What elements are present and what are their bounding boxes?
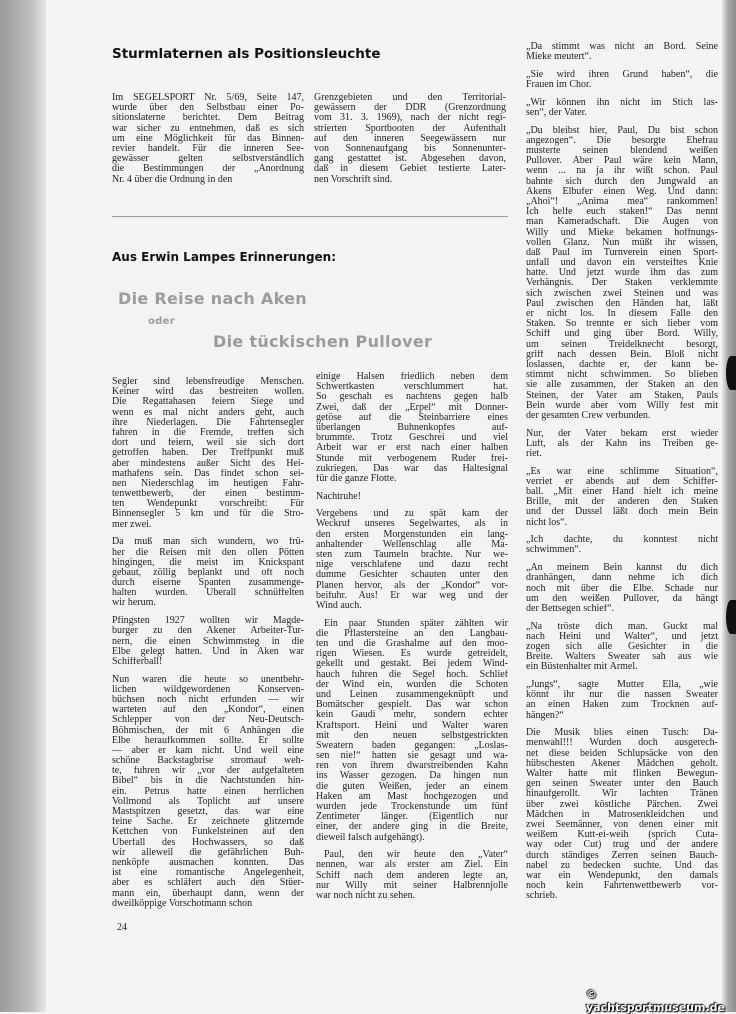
story-title-part2: Die tückischen Pullover (213, 332, 433, 351)
text-line: Keiner wird das bestreiten wollen. (112, 387, 304, 398)
paragraph (526, 728, 718, 901)
paragraph (526, 126, 718, 421)
text-line: Sweatern baden gegangen: „Loslas- (316, 740, 508, 751)
text-line: von Sonnenaufgang bis Sonnenunter- (314, 143, 506, 154)
text-line: dumme Gesichter schauten unter den (316, 570, 508, 581)
paragraph (526, 563, 718, 614)
text-line: Mieke meutert“. (526, 52, 592, 63)
text-line: feine Sache. Er zeichnete glitzernde (112, 817, 304, 828)
text-line: ten Wendepunkt vorschreibt: Für (112, 499, 304, 510)
text-line: „Da stimmt was nicht an Bord. Seine (526, 42, 718, 52)
text-line: dieweil falsch aufgehängt). (316, 832, 425, 843)
text-line: Die Regattahasen feiern Siege und (112, 397, 304, 408)
text-line: Ich helfe euch staken!“ Das nennt (526, 207, 718, 218)
text-line: Segler sind lebensfreudige Menschen. (112, 377, 304, 387)
text-line: die Pflastersteine an den Langbau- (316, 628, 508, 639)
text-line: nabel zu bedecken suchte. Und das (526, 860, 718, 871)
paragraph (112, 537, 304, 608)
text-line: mann ein, überhaupt dann, wenn der (112, 888, 304, 899)
text-line: der gesamten Crew verbunden. (526, 410, 651, 421)
text-line: unfall und davon ein versteiftes Knie (526, 258, 718, 269)
text-line: Pullover. Aber Paul wäre kein Mann, (526, 156, 718, 167)
text-line: noch kein Fahrtenwettbewerb vor- (526, 881, 718, 892)
text-line: So geschah es nachtens gegen halb (316, 392, 508, 403)
section-divider (112, 216, 508, 217)
text-line: Paul, den wir heute den „Vater“ (324, 850, 508, 861)
text-line: „Du bleibst hier, Paul, Du bist schon (526, 125, 718, 136)
text-line: sitionslaterne berichtet. Dem Beitrag (112, 113, 304, 124)
text-line: Schiff nach dem anderen legte an, (316, 870, 508, 881)
text-line: getroffen haben. Der Treffpunkt muß (112, 448, 304, 459)
text-line: vom 31. 3. 1969), nach der nicht regi- (314, 113, 506, 124)
text-line: Ein paar Stunden später zählten wir (324, 618, 508, 629)
text-line: gang gestattet ist. Abgesehen davon, (314, 154, 506, 165)
text-line: Haken am Mast hochgezogen und (316, 791, 508, 802)
text-line: beifuhr. Aus! Er war weg und der (316, 590, 508, 601)
text-line: Vollmond als Toplicht auf unsere (112, 796, 304, 807)
text-line: her die Reisen mit den ollen Pötten (112, 547, 304, 558)
text-line: nicht los“. (526, 517, 568, 528)
text-line: wenn es mal nicht anders geht, auch (112, 407, 304, 418)
text-line: Böhmischen, der mit 6 Anhängen die (112, 725, 304, 736)
text-line: zwei Seemänner, von denen einer mit (526, 819, 718, 830)
text-line: Paul zwischen den Händen hat, läßt (526, 298, 718, 309)
text-line: „Sie wird ihren Grund haben“, die (526, 69, 718, 80)
story-title-or: oder (148, 316, 175, 327)
paragraph (112, 377, 304, 530)
text-line: war noch nicht zu sehen. (316, 891, 416, 901)
text-line: warteten auf den „Kondor“, einen (112, 705, 304, 716)
text-line: schöne Backstagbrise stromauf weh- (112, 756, 304, 767)
text-line: Schwertkasten verschlummert hat. (316, 382, 508, 393)
text-line: gewässer gelten selbstverständlich (112, 154, 304, 165)
text-line: getöse auf die Steinbarriere eines (316, 412, 508, 423)
text-line: Akens Elbufer einen Weg. Und dann: (526, 186, 718, 197)
text-line: loslassen, dachte er, der kann be- (526, 359, 718, 370)
text-line: Arbeit war er erst nach einer halben (316, 443, 508, 454)
text-line: Walter hatte mit flinken Bewegun- (526, 769, 718, 779)
text-line: Luft, als der Kahn ins Treiben ge- (526, 438, 718, 449)
paragraph (112, 675, 304, 909)
text-line: te, fuhren wir „vor der aufgefalteten (112, 766, 304, 777)
text-line: ein Büstenhalter mit Ärmel. (526, 662, 638, 673)
punch-hole (726, 356, 736, 390)
text-line: „Wir können ihn nicht im Stich las- (526, 97, 718, 108)
text-line: „Es war eine schlimme Situation“, (526, 466, 718, 477)
text-line: durch ständiges Zerren seinen Bauch- (526, 850, 718, 861)
text-line: anhaltender Wellenschlag alle Ma- (316, 539, 508, 550)
text-line: nur Willy mit seiner Halbrennjolle (316, 880, 508, 891)
text-line: wurde über den Selbstbau einer Po- (112, 103, 304, 114)
text-line: Wind auch. (316, 600, 362, 611)
paragraph (316, 619, 508, 843)
text-line: den ersten Morgenstunden ein lang- (316, 529, 508, 540)
text-line: zogen sich alle Gesichter in die (526, 641, 718, 652)
text-line: Elbe heraufkommen sollte. Er sollte (112, 735, 304, 746)
text-line: sie alle zusammen, der Staken an den (526, 380, 718, 391)
text-line: für die ganze Flotte. (316, 473, 397, 484)
text-line: war sicher zu entnehmen, daß es sich (112, 123, 304, 134)
text-line: aber es schläfert auch den Stüer- (112, 878, 304, 889)
story-column-3 (526, 42, 718, 909)
text-line: Mastspitzen gesetzt, das war eine (112, 807, 304, 817)
text-line: Schifferball! (112, 656, 163, 667)
text-line: — aber er kam nicht. Und weil eine (112, 745, 304, 756)
text-line: um den weißen Pullover, da hängt (526, 593, 718, 604)
text-line: halten wurden. Überall schnüffelten (112, 588, 304, 599)
text-line: schwimmen“. (526, 545, 582, 556)
text-line: dranhängen, dann nehme ich dich (526, 573, 718, 584)
text-line: way oder Cut) trug und der andere (526, 840, 718, 851)
text-line: einer, der andere ging in die Breite, (316, 822, 508, 833)
text-line: hatte. Und jetzt wurde ihm das zum (526, 268, 718, 279)
text-line: war ein Wendepunkt, den damals (526, 870, 718, 881)
text-line: an einen Haken zum Trocknen auf- (526, 700, 718, 711)
text-line: tenwettbewerb, der einen bestimm- (112, 489, 304, 500)
page-number: 24 (117, 922, 127, 933)
text-line: einige Halsen friedlich neben dem (316, 372, 508, 382)
text-line: ist eine romantische Angelegenheit, (112, 868, 304, 879)
text-line: Planen hervor, als der „Kondor“ vor- (316, 580, 508, 591)
text-line: mathafens sein. Das findet schon sei- (112, 468, 304, 479)
text-line: gen seinen Sweater unter den Bauch (526, 779, 718, 790)
text-line: Kettchen von Funkelsteinen auf den (112, 827, 304, 838)
text-line: sten zum Taumeln brachte. Nur we- (316, 550, 508, 560)
text-line: Nur, der Vater bekam erst wieder (526, 428, 718, 439)
text-line: Zentimeter länger. (Eigentlich nur (316, 812, 508, 823)
text-line: um seinen Treidelknecht besorgt, (526, 339, 718, 350)
text-line: Stunde mit verbogenem Ruder frei- (316, 453, 508, 464)
paragraph (316, 372, 508, 484)
text-line: Bomätscher gespielt. Das war schon (316, 700, 508, 711)
text-line: und der Dussel läßt doch mein Bein (526, 507, 718, 518)
text-line: gekellt und gestakt. Bei jedem Wind- (316, 659, 508, 670)
text-line: nenköpfe ausmachen konnten. Das (112, 857, 304, 868)
text-line: fahren in die Fremde, treffen sich (112, 427, 304, 438)
text-line: hängen?“ (526, 710, 564, 721)
text-line: riet. (526, 448, 542, 459)
text-line: sich zwischen zwei Steinen und was (526, 288, 718, 299)
text-line: Kraftsport. Heini und Walter waren (316, 720, 508, 731)
text-line: ball. „Mit einer Hand hielt ich meine (526, 487, 718, 497)
text-line: vollen Glanz. Nun müßt ihr wissen, (526, 237, 718, 248)
paragraph (526, 42, 718, 62)
text-line: hauch fuhren die Segel hoch. Schlief (316, 669, 508, 680)
text-line: Steinen, der Vater am Staken, Pauls (526, 390, 718, 401)
text-line: schrieb. (526, 891, 558, 902)
text-line: nach Heini und Walter“, und jetzt (526, 631, 718, 642)
text-line: nen Vorschrift sind. (314, 174, 393, 185)
text-line: durch eiserne Spanten zusammenge- (112, 578, 304, 589)
text-line: Nr. 4 über die Ordnung in den (112, 174, 233, 185)
text-line: Nun waren die heute so unentbehr- (112, 674, 304, 685)
text-line: Bein wurde aber vom Willy fest mit (526, 400, 718, 411)
text-line: rigen Wiesen. Es wurde getreidelt, (316, 649, 508, 660)
text-line: Bibel“ bis in die Nachtstunden hin- (112, 776, 304, 787)
text-line: er nicht los. In diesem Falle den (526, 309, 718, 319)
text-line: kein Gaudi mehr, sondern echter (316, 710, 508, 721)
text-line: der Wind ein, wurden die Schoten (316, 679, 508, 690)
text-line: gewässern der DDR (Grenzordnung (314, 103, 506, 114)
text-line: Nachtruhe! (316, 491, 361, 502)
paragraph (526, 98, 718, 118)
paragraph (526, 429, 718, 460)
text-line: sen nie!“ hatten sie gesagt und wa- (316, 751, 508, 762)
text-line: „Na tröste dich man. Guckt mal (526, 621, 718, 632)
text-line: Verhängnis. Der Staken verklemmte (526, 278, 718, 289)
text-line: zukriegen. Das war das Haltesignal (316, 463, 508, 474)
scan-binding-shadow (0, 0, 46, 1012)
text-line: Grenzgebieten und den Territorial- (314, 93, 506, 103)
text-line: büchsen noch nicht erfunden — wir (112, 694, 304, 705)
text-line: überlangen Buhnenkopfes auf- (316, 422, 508, 433)
text-line: Da muß man sich wundern, wo frü- (112, 537, 304, 548)
paragraph (526, 622, 718, 673)
article-kicker: Aus Erwin Lampes Erinnerungen: (112, 250, 337, 264)
paragraph (316, 492, 508, 502)
article-title-sturmlaternen: Sturmlaternen als Positionsleuchte (112, 46, 381, 62)
text-line: musterte seinen blendend weißen (526, 146, 718, 156)
paragraph (316, 850, 508, 901)
text-line: nennen, war als erster am Ziel. Ein (316, 860, 508, 871)
text-line: daß in diesem Gebiet testierte Later- (314, 164, 506, 175)
scan-right-edge (722, 0, 736, 1012)
story-title-part1: Die Reise nach Aken (118, 289, 307, 308)
paragraph (526, 680, 718, 721)
text-line: wir herum. (112, 598, 156, 609)
text-line: angezogen“. Die besorgte Ehefrau (526, 135, 718, 146)
text-line: Brille, mit der anderen den Staken (526, 497, 718, 508)
story-column-2 (316, 372, 508, 909)
text-line: aber mindestens außer Sicht des Hei- (112, 458, 304, 469)
text-line: Pfingsten 1927 wollten wir Magde- (112, 616, 304, 627)
text-line: dweilköppige Vorschotmann schon (112, 898, 253, 909)
text-line: ten und die Grashalme auf den moo- (316, 639, 508, 649)
text-line: der Bettsegen schief“. (526, 603, 615, 614)
text-line: Weckruf unseres Segelwartes, als in (316, 519, 508, 530)
text-line: brummte. Trotz Geschrei und viel (316, 433, 508, 444)
article1-column-1 (112, 93, 304, 192)
text-line: burger zu den Akener Arbeiter-Tur- (112, 626, 304, 637)
text-line: Breite. Walters Sweater sah aus wie (526, 652, 718, 663)
text-line: mit den neuen selbstgestrickten (316, 730, 508, 741)
watermark: © yachtsportmuseum.de (586, 988, 725, 1014)
text-line: wir alleweil die gefährlichen Buh- (112, 847, 304, 858)
text-line: hübschesten Akener Mädchen geholt. (526, 758, 718, 769)
text-line: gebaut, zöllig beplankt und oft noch (112, 567, 304, 578)
text-line: wenn ... na ja ihr wißt schon. Paul (526, 166, 718, 177)
text-line: Überfall des Hochwassers, so daß (112, 837, 304, 848)
text-line: Frauen im Chor. (526, 80, 592, 91)
text-line: weißem Kutt-ei-weih (sprich Cuta- (526, 830, 718, 841)
text-line: Schlepper von der Neu-Deutsch- (112, 715, 304, 726)
text-line: verriet er abends auf dem Schiffer- (526, 476, 718, 487)
text-line: noch mit über die Elbe. Schade nur (526, 583, 718, 594)
text-line: daß Paul im Turnverein einen Sport- (526, 247, 718, 258)
text-line: ihre Niederlagen. Die Fahrtensegler (112, 417, 304, 428)
paragraph (526, 467, 718, 528)
text-line: „Jungs“, sagte Mutter Ella, „wie (526, 680, 718, 690)
text-line: strierten Sportbooten der Aufenthalt (314, 123, 506, 134)
text-line: hinaufgerollt. Wir lachten Tränen (526, 789, 718, 800)
text-line: mer zwei. (112, 519, 152, 530)
text-line: net diese beiden Schlupsäcke von den (526, 748, 718, 759)
text-line: Vergebens und zu spät kam der (316, 509, 508, 520)
text-line: nige verschlafene und dazu recht (316, 560, 508, 571)
text-line: „An meinem Bein kannst du dich (526, 563, 718, 574)
paragraph (526, 70, 718, 90)
text-line: Zwei, daß der „Erpel“ mit Donner- (316, 402, 508, 413)
paragraph (526, 535, 718, 555)
text-line: und Leinen zusammengeknüpft und (316, 689, 508, 700)
text-line: Elbe gelegt hatten. Und in Aken war (112, 646, 304, 657)
text-line: auf den inneren Seegewässern nur (314, 133, 506, 144)
text-line: dort und feiern, weil sie sich dort (112, 438, 304, 449)
text-line: Im SEGELSPORT Nr. 5/69, Seite 147, (112, 93, 304, 103)
text-line: über zwei köstliche Pärchen. Zwei (526, 799, 718, 810)
text-line: Binnensegler 5 km und für die Stro- (112, 509, 304, 520)
text-line: stimmt nicht schwimmen. So blieben (526, 370, 718, 381)
text-line: nen Niederschlag im heutigen Fahr- (112, 478, 304, 489)
article1-column-2 (314, 93, 506, 192)
text-line: Schiff und ging über Bord. Willy, (526, 329, 718, 340)
text-line: die guten Weißen, jeder an einem (316, 781, 508, 792)
text-line: Staken. So trennte er sich lieber vom (526, 319, 718, 330)
text-line: „Ahoi“! „Anima mea“ rankommen! (526, 196, 718, 207)
text-line: revier handelt. Für die inneren See- (112, 143, 304, 154)
text-line: wurden jede Trockenstunde um fünf (316, 802, 508, 812)
text-line: um eine Möglichkeit für das Binnen- (112, 133, 304, 144)
story-column-1 (112, 377, 304, 916)
text-line: menwahl!!! Wurden doch ausgerech- (526, 738, 718, 749)
text-line: Mädchen in Matrosenkleidchen und (526, 809, 718, 820)
text-line: die Bestimmungen der „Anordnung (112, 164, 304, 175)
text-line: „Ich dachte, du konntest nicht (526, 535, 718, 546)
text-line: könnt ihr nur die nassen Sweater (526, 690, 718, 701)
text-line: lichen wildgewordenen Konserven- (112, 684, 304, 695)
paragraph (314, 93, 506, 185)
text-line: griff nach dessen Bein. Bloß nicht (526, 349, 718, 360)
text-line: man Kameradschaft. Die Augen von (526, 217, 718, 228)
text-line: bahnte sich durch den Jungwald an (526, 176, 718, 187)
text-line: ren von ihrem dwarstreibenden Kahn (316, 761, 508, 772)
text-line: Willy und Mieke bekamen hoffnungs- (526, 227, 718, 238)
punch-hole (726, 600, 736, 634)
paragraph (112, 616, 304, 667)
text-line: nern, die einen Schwimmsteg in die (112, 636, 304, 647)
paragraph (112, 93, 304, 185)
text-line: hingingen, die meist im Knickspant (112, 557, 304, 568)
paragraph (316, 509, 508, 611)
text-line: Die Musik blies einen Tusch: Da- (526, 728, 718, 739)
text-line: ein. Petrus hatte einen herrlichen (112, 786, 304, 797)
text-line: ins Wasser gezogen. Da hingen nun (316, 771, 508, 782)
text-line: sen“, der Vater. (526, 107, 587, 118)
